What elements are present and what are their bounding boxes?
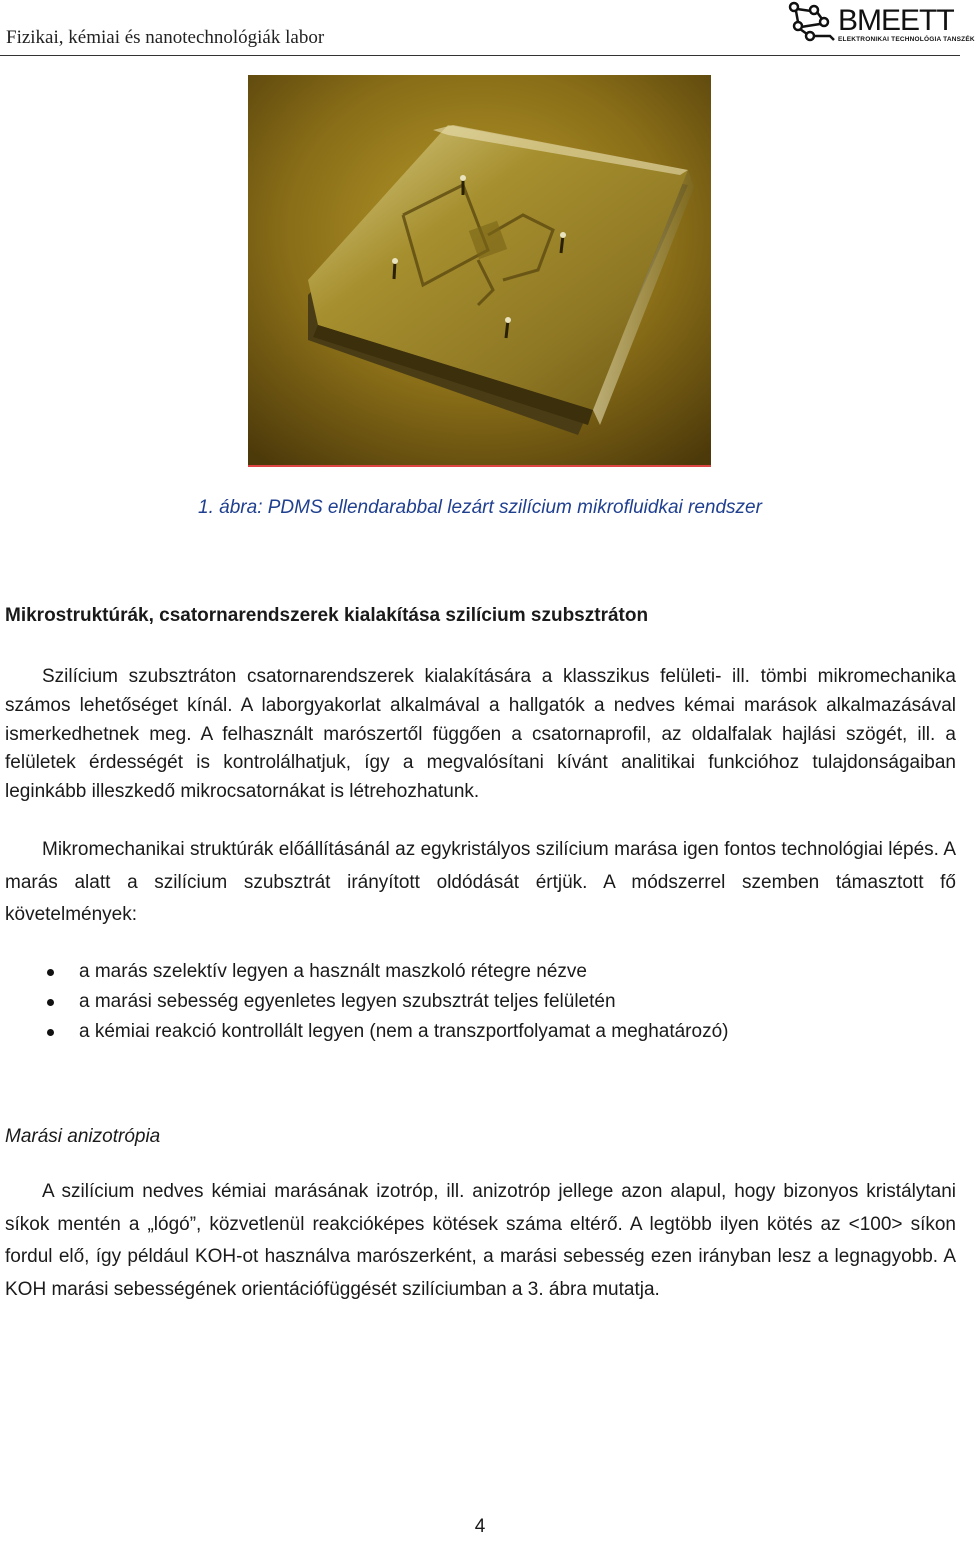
- bullet-icon: [47, 999, 54, 1006]
- list-item-text: a marási sebesség egyenletes legyen szubsztrát teljes felületén: [79, 991, 616, 1012]
- figure-underline: [248, 465, 711, 467]
- figure-photo: [248, 75, 711, 465]
- circuit-icon: [786, 0, 838, 46]
- page-number: 4: [474, 1516, 486, 1537]
- bmeett-logo: [786, 0, 975, 52]
- figure-caption: 1. ábra: PDMS ellendarabbal lezárt szilícium mikrofluidkai rendszer: [198, 497, 762, 518]
- header-divider: [0, 55, 960, 56]
- requirements-list: [0, 957, 960, 1047]
- paragraph-requirements-intro: Mikromechanikai struktúrák előállításánál az egykristályos szilícium marása igen fontos technológiai lépés. A marás alatt a szilícium szubsztrát irányított oldódását értjük. A módszerrel szemben támasztott fő követelmények:: [5, 839, 956, 925]
- logo-text: BMEETT: [838, 4, 954, 37]
- list-item: [0, 1017, 960, 1047]
- section-heading: Mikrostruktúrák, csatornarendszerek kialakítása szilícium szubsztráton: [5, 605, 649, 626]
- paragraph-anisotropy: A szilícium nedves kémiai marásának izotróp, ill. anizotróp jellege azon alapul, hogy bizonyos kristálytani síkok mentén a „lógó”, közvetlenül reakcióképes kötések száma eltérő. A legtöbb ilyen kötés az <100> síkon fordul elő, így például KOH-ot használva marószerként, a marási sebesség ezen irányban lesz a legnagyobb. A KOH marási sebességének orientációfüggését szilíciumban a 3. ábra mutatja.: [5, 1181, 956, 1300]
- header-title: Fizikai, kémiai és nanotechnológiák labor: [6, 27, 325, 48]
- list-item-text: a kémiai reakció kontrollált legyen (nem a transzportfolyamat a meghatározó): [79, 1021, 729, 1042]
- list-item-text: a marás szelektív legyen a használt maszkoló rétegre nézve: [79, 961, 587, 982]
- subsection-heading: Marási anizotrópia: [5, 1126, 161, 1147]
- bullet-icon: [47, 969, 54, 976]
- list-item: [0, 957, 960, 987]
- logo-subtext: ELEKTRONIKAI TECHNOLÓGIA TANSZÉK: [838, 36, 975, 43]
- page-header: [0, 0, 975, 56]
- bullet-icon: [47, 1029, 54, 1036]
- list-item: [0, 987, 960, 1017]
- paragraph-intro: Szilícium szubsztráton csatornarendszerek kialakítására a klasszikus felületi- ill. tömbi mikromechanika számos lehetőséget kínál. A laborgyakorlat alkalmával a hallgatók a nedves kémai marások alkalmazásával ismerkedhetnek meg. A felhasznált marószertől függően a csatornaprofil, az oldalfalak hajlási szögét, ill. a felületek érdességét is kontrolálhatjuk, így a megvalósítani kívánt analitikai funkcióhoz tulajdonságaiban leginkább illeszkedő mikrocsatornákat is létrehozhatunk.: [5, 666, 956, 803]
